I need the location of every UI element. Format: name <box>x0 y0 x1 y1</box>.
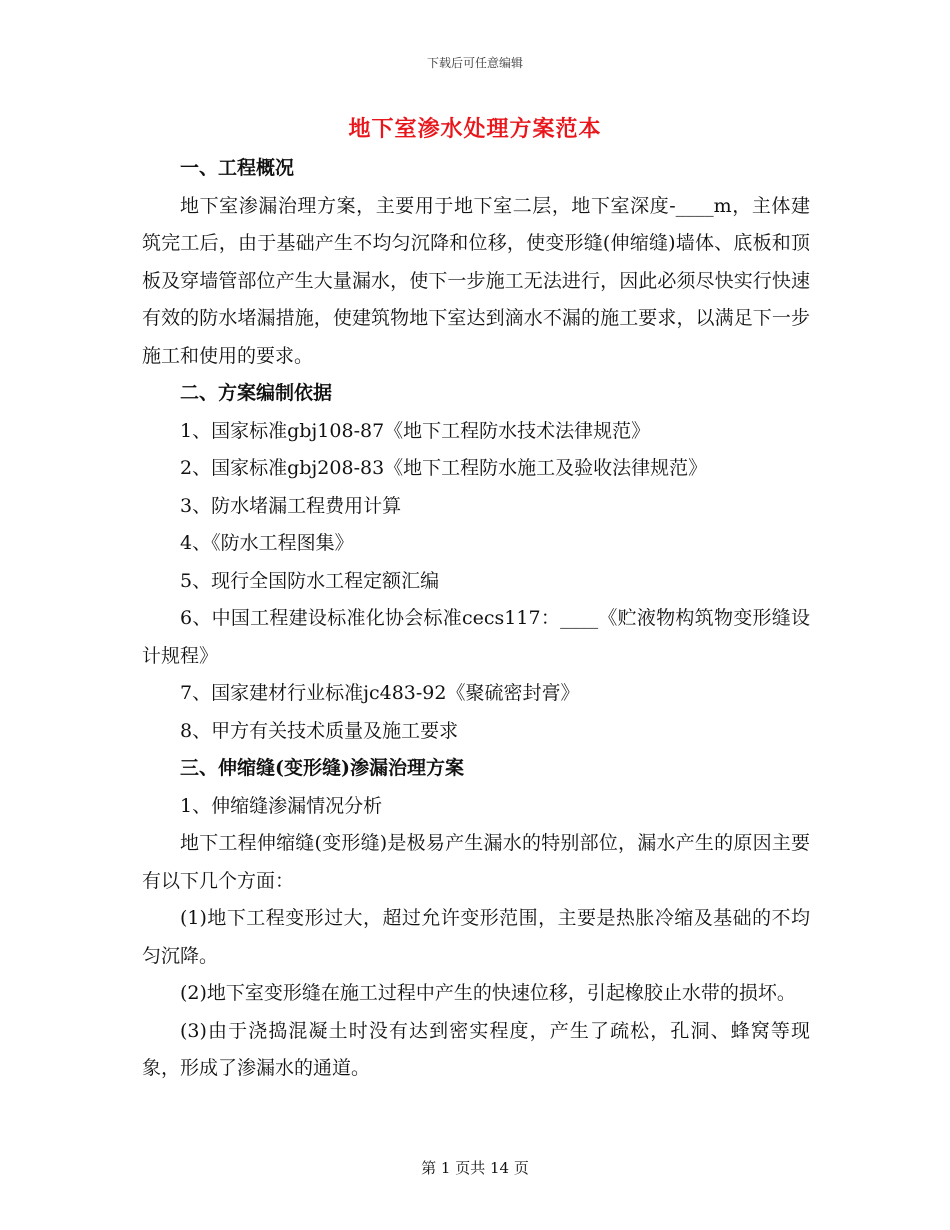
list-item-joint-analysis: 1、伸缩缝渗漏情况分析 <box>180 794 383 817</box>
section-heading-overview: 一、工程概况 <box>180 157 295 179</box>
page-header-note: 下载后可任意编辑 <box>426 56 523 70</box>
section-heading-basis: 二、方案编制依据 <box>180 382 333 404</box>
list-item-basis-5: 5、现行全国防水工程定额汇编 <box>180 569 440 592</box>
document-title: 地下室渗水处理方案范本 <box>348 116 602 142</box>
list-item-basis-4: 4、《防水工程图集》 <box>180 532 354 554</box>
list-item-basis-2: 2、国家标准gbj208-83《地下工程防水施工及验收法律规范》 <box>180 457 708 479</box>
paragraph-overview: 地下室渗漏治理方案，主要用于地下室二层，地下室深度-____m，主体建筑完工后，由于基础产生不均匀沉降和位移，使变形缝(伸缩缝)墙体、底板和顶板及穿墙管部位产生大量漏水，使下一步施工无法进行，因此必须尽快实行快速有效的防水堵漏措施，使建筑物地下室达到滴水不漏的施工要求，以满足下一步施工和使用的要求。 <box>142 194 810 367</box>
list-item-basis-6: 6、中国工程建设标准化协会标准cecs117：____《贮液物构筑物变形缝设计规程》 <box>142 607 810 667</box>
page-number-footer: 第 1 页共 14 页 <box>421 1159 529 1177</box>
document-body <box>142 150 810 1088</box>
list-item-basis-3: 3、防水堵漏工程费用计算 <box>180 494 402 517</box>
list-item-basis-8: 8、甲方有关技术质量及施工要求 <box>180 719 459 742</box>
paragraph-cause-1: (1)地下工程变形过大，超过允许变形范围，主要是热胀冷缩及基础的不均匀沉降。 <box>142 907 810 967</box>
paragraph-joint-causes: 地下工程伸缩缝(变形缝)是极易产生漏水的特别部位，漏水产生的原因主要有以下几个方面： <box>142 832 810 892</box>
list-item-basis-7: 7、国家建材行业标准jc483-92《聚硫密封膏》 <box>180 682 580 704</box>
paragraph-cause-3: (3)由于浇捣混凝土时没有达到密实程度，产生了疏松，孔洞、蜂窝等现象，形成了渗漏水的通道。 <box>142 1019 810 1079</box>
list-item-basis-1: 1、国家标准gbj108-87《地下工程防水技术法律规范》 <box>180 419 651 442</box>
section-heading-joint-leak: 三、伸缩缝(变形缝)渗漏治理方案 <box>180 757 464 779</box>
paragraph-cause-2: (2)地下室变形缝在施工过程中产生的快速位移，引起橡胶止水带的损坏。 <box>180 982 796 1004</box>
